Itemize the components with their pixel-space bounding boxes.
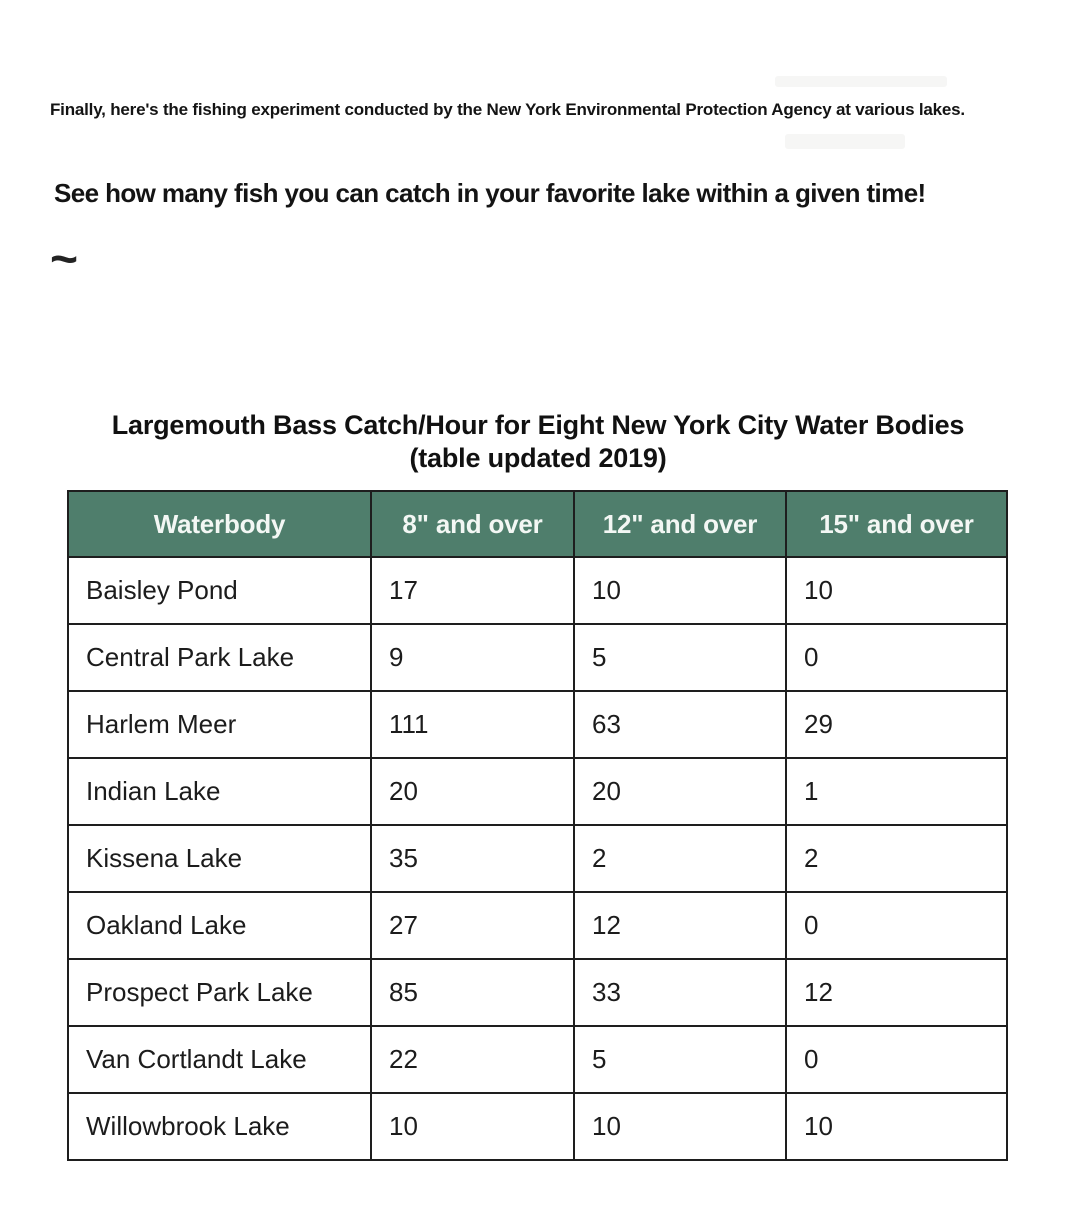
table-row [68,825,1007,892]
table-row [68,557,1007,624]
catch-value-cell: 0 [786,892,1007,959]
intro-text: Finally, here's the fishing experiment conducted by the New York Environmental Protection Agency at various lakes. [50,100,965,119]
table-body [68,557,1007,1160]
catch-value-cell: 35 [371,825,574,892]
waterbody-cell: Oakland Lake [68,892,371,959]
catch-value-cell: 27 [371,892,574,959]
table-row [68,758,1007,825]
waterbody-cell: Willowbrook Lake [68,1093,371,1160]
catch-value-cell: 10 [574,557,786,624]
catch-value-cell: 22 [371,1026,574,1093]
table-row [68,959,1007,1026]
column-header-12in-and-over: 12" and over [574,491,786,557]
catch-value-cell: 1 [786,758,1007,825]
table-title-line1: Largemouth Bass Catch/Hour for Eight New York City Water Bodies [111,410,965,440]
catch-value-cell: 2 [786,825,1007,892]
waterbody-cell: Baisley Pond [68,557,371,624]
catch-value-cell: 85 [371,959,574,1026]
waterbody-cell: Indian Lake [68,758,371,825]
faint-highlight-artifact [785,134,905,149]
table-title-line2: (table updated 2019) [409,443,667,473]
table-row [68,691,1007,758]
waterbody-cell: Prospect Park Lake [68,959,371,1026]
table-header-row [68,491,1007,557]
waterbody-cell: Van Cortlandt Lake [68,1026,371,1093]
catch-value-cell: 9 [371,624,574,691]
table-row [68,1026,1007,1093]
catch-value-cell: 10 [786,1093,1007,1160]
catch-value-cell: 5 [574,1026,786,1093]
catch-rate-table [67,490,1008,1161]
catch-value-cell: 63 [574,691,786,758]
column-header-waterbody: Waterbody [68,491,371,557]
catch-value-cell: 20 [574,758,786,825]
table-row [68,892,1007,959]
catch-value-cell: 5 [574,624,786,691]
catch-value-cell: 12 [574,892,786,959]
catch-value-cell: 2 [574,825,786,892]
column-header-15in-and-over: 15" and over [786,491,1007,557]
waterbody-cell: Harlem Meer [68,691,371,758]
waterbody-cell: Central Park Lake [68,624,371,691]
catch-value-cell: 29 [786,691,1007,758]
catch-value-cell: 12 [786,959,1007,1026]
tilde-mark: ~ [50,233,79,286]
table-title [0,409,1076,475]
catch-value-cell: 20 [371,758,574,825]
table-row [68,1093,1007,1160]
catch-value-cell: 111 [371,691,574,758]
catch-value-cell: 0 [786,624,1007,691]
waterbody-cell: Kissena Lake [68,825,371,892]
faint-highlight-artifact [775,76,947,87]
table-row [68,624,1007,691]
column-header-8in-and-over: 8" and over [371,491,574,557]
table-header [68,491,1007,557]
catch-value-cell: 10 [574,1093,786,1160]
headline-text: See how many fish you can catch in your favorite lake within a given time! [54,178,926,208]
catch-value-cell: 10 [786,557,1007,624]
catch-value-cell: 0 [786,1026,1007,1093]
catch-value-cell: 33 [574,959,786,1026]
catch-value-cell: 17 [371,557,574,624]
catch-value-cell: 10 [371,1093,574,1160]
